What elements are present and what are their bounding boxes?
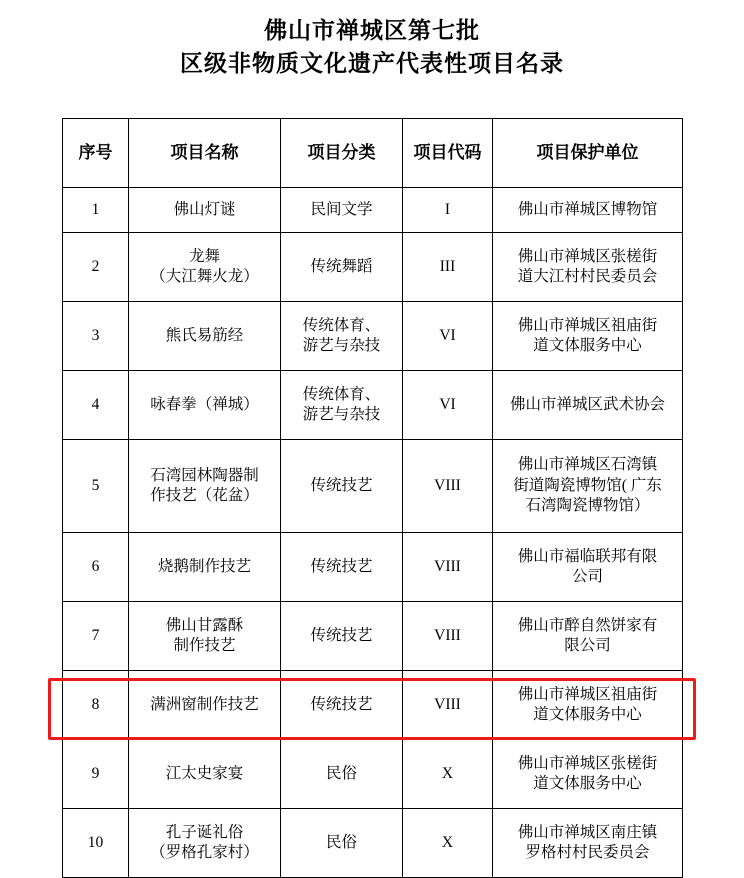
table-row — [63, 533, 683, 602]
cell-line: 佛山市禅城区祖庙街 — [517, 316, 658, 334]
cell-name — [129, 533, 281, 602]
cell-line: 民俗 — [325, 833, 357, 851]
table-row — [63, 188, 683, 233]
cell-line: 道文体服务中心 — [533, 337, 642, 354]
cell-line: 佛山市福临联邦有限 — [517, 547, 658, 565]
cell-line: 作技艺（花盆） — [150, 487, 259, 504]
page-title — [0, 0, 744, 81]
cell-code: VIII — [403, 602, 493, 671]
cell-line: 道文体服务中心 — [533, 706, 642, 723]
cell-line: 公司 — [571, 568, 603, 585]
cell-line: 制作技艺 — [173, 637, 236, 654]
cell-line: 佛山市禅城区石湾镇 — [517, 456, 658, 474]
cell-category — [281, 440, 403, 533]
cell-name — [129, 602, 281, 671]
cell-category — [281, 371, 403, 440]
cell-unit — [493, 740, 683, 809]
cell-line: 佛山市禅城区张槎街 — [517, 754, 658, 772]
table-row — [63, 671, 683, 740]
cell-unit — [493, 533, 683, 602]
cell-category — [281, 533, 403, 602]
column-header-unit: 项目保护单位 — [493, 119, 683, 188]
cell-code: X — [403, 809, 493, 878]
column-header-category: 项目分类 — [281, 119, 403, 188]
cell-line: 民俗 — [325, 764, 357, 782]
cell-code: VIII — [403, 671, 493, 740]
cell-category — [281, 809, 403, 878]
table-header-row — [63, 119, 683, 188]
cell-no: 7 — [63, 602, 129, 671]
cell-line: 烧鹅制作技艺 — [157, 557, 251, 575]
cell-unit — [493, 188, 683, 233]
cell-line: 石湾陶瓷博物馆） — [525, 497, 650, 515]
cell-line: 佛山市禅城区南庄镇 — [517, 823, 658, 841]
cell-name — [129, 188, 281, 233]
cell-category — [281, 233, 403, 302]
cell-line: 熊氏易筋经 — [165, 326, 244, 344]
table-row-highlighted — [63, 809, 683, 878]
cell-line: 传统技艺 — [310, 557, 373, 575]
cell-no: 2 — [63, 233, 129, 302]
cell-unit — [493, 440, 683, 533]
cell-line: 满洲窗制作技艺 — [150, 695, 259, 713]
cell-unit — [493, 809, 683, 878]
table-row — [63, 233, 683, 302]
table-row — [63, 371, 683, 440]
cell-line: 传统技艺 — [310, 626, 373, 644]
cell-line: 佛山市醉自然饼家有 — [517, 616, 658, 634]
column-header-name: 项目名称 — [129, 119, 281, 188]
column-header-code: 项目代码 — [403, 119, 493, 188]
column-header-no: 序号 — [63, 119, 129, 188]
heritage-list-table — [62, 118, 683, 878]
table-row — [63, 440, 683, 533]
cell-line: （大江舞火龙） — [150, 268, 259, 285]
cell-line: 传统技艺 — [310, 476, 373, 494]
cell-code: VI — [403, 371, 493, 440]
cell-line: 道大江村村民委员会 — [517, 268, 658, 285]
cell-line: 游艺与杂技 — [302, 337, 381, 354]
cell-name — [129, 371, 281, 440]
cell-unit — [493, 371, 683, 440]
cell-category — [281, 188, 403, 233]
cell-no: 5 — [63, 440, 129, 533]
cell-unit — [493, 602, 683, 671]
cell-category — [281, 740, 403, 809]
cell-code: VI — [403, 302, 493, 371]
cell-name — [129, 302, 281, 371]
cell-line: 佛山市禅城区祖庙街 — [517, 685, 658, 703]
cell-category — [281, 602, 403, 671]
cell-line: 民间文学 — [310, 200, 373, 218]
cell-no: 10 — [63, 809, 129, 878]
cell-unit — [493, 233, 683, 302]
cell-category — [281, 671, 403, 740]
cell-line: 咏春拳（禅城） — [150, 395, 259, 413]
cell-line: 佛山市禅城区张槎街 — [517, 247, 658, 265]
cell-no: 3 — [63, 302, 129, 371]
cell-code: VIII — [403, 440, 493, 533]
cell-no: 9 — [63, 740, 129, 809]
cell-line: 佛山甘露酥 — [165, 616, 244, 634]
cell-name — [129, 233, 281, 302]
cell-line: 传统技艺 — [310, 695, 373, 713]
cell-code: I — [403, 188, 493, 233]
cell-category — [281, 302, 403, 371]
cell-no: 8 — [63, 671, 129, 740]
cell-line: 佛山灯谜 — [173, 200, 236, 218]
heritage-list-table-wrapper — [62, 118, 682, 878]
table-row — [63, 740, 683, 809]
cell-line: 石湾园林陶器制 — [150, 466, 259, 484]
cell-line: 传统舞蹈 — [310, 257, 373, 275]
cell-no: 4 — [63, 371, 129, 440]
cell-line: 游艺与杂技 — [302, 406, 381, 423]
cell-line: 龙舞 — [188, 247, 220, 265]
cell-name — [129, 671, 281, 740]
cell-line: 孔子诞礼俗 — [165, 823, 244, 841]
cell-line: 街道陶瓷博物馆( 广东 — [513, 476, 662, 494]
cell-unit — [493, 671, 683, 740]
cell-line: 传统体育、 — [302, 385, 381, 403]
title-line-1: 佛山市禅城区第七批 — [264, 18, 480, 43]
cell-code: X — [403, 740, 493, 809]
cell-name — [129, 440, 281, 533]
cell-code: III — [403, 233, 493, 302]
table-row — [63, 602, 683, 671]
cell-line: 传统体育、 — [302, 316, 381, 334]
cell-no: 1 — [63, 188, 129, 233]
cell-code: VIII — [403, 533, 493, 602]
cell-name — [129, 809, 281, 878]
cell-line: 罗格村村民委员会 — [525, 844, 650, 861]
table-row — [63, 302, 683, 371]
cell-line: 道文体服务中心 — [533, 775, 642, 792]
cell-unit — [493, 302, 683, 371]
cell-no: 6 — [63, 533, 129, 602]
cell-line: 限公司 — [564, 637, 611, 654]
cell-line: 江太史家宴 — [165, 764, 244, 782]
cell-line: （罗格孔家村） — [150, 844, 259, 861]
cell-line: 佛山市禅城区武术协会 — [509, 395, 665, 413]
title-line-2: 区级非物质文化遗产代表性项目名录 — [180, 51, 564, 77]
cell-name — [129, 740, 281, 809]
cell-line: 佛山市禅城区博物馆 — [517, 200, 658, 218]
